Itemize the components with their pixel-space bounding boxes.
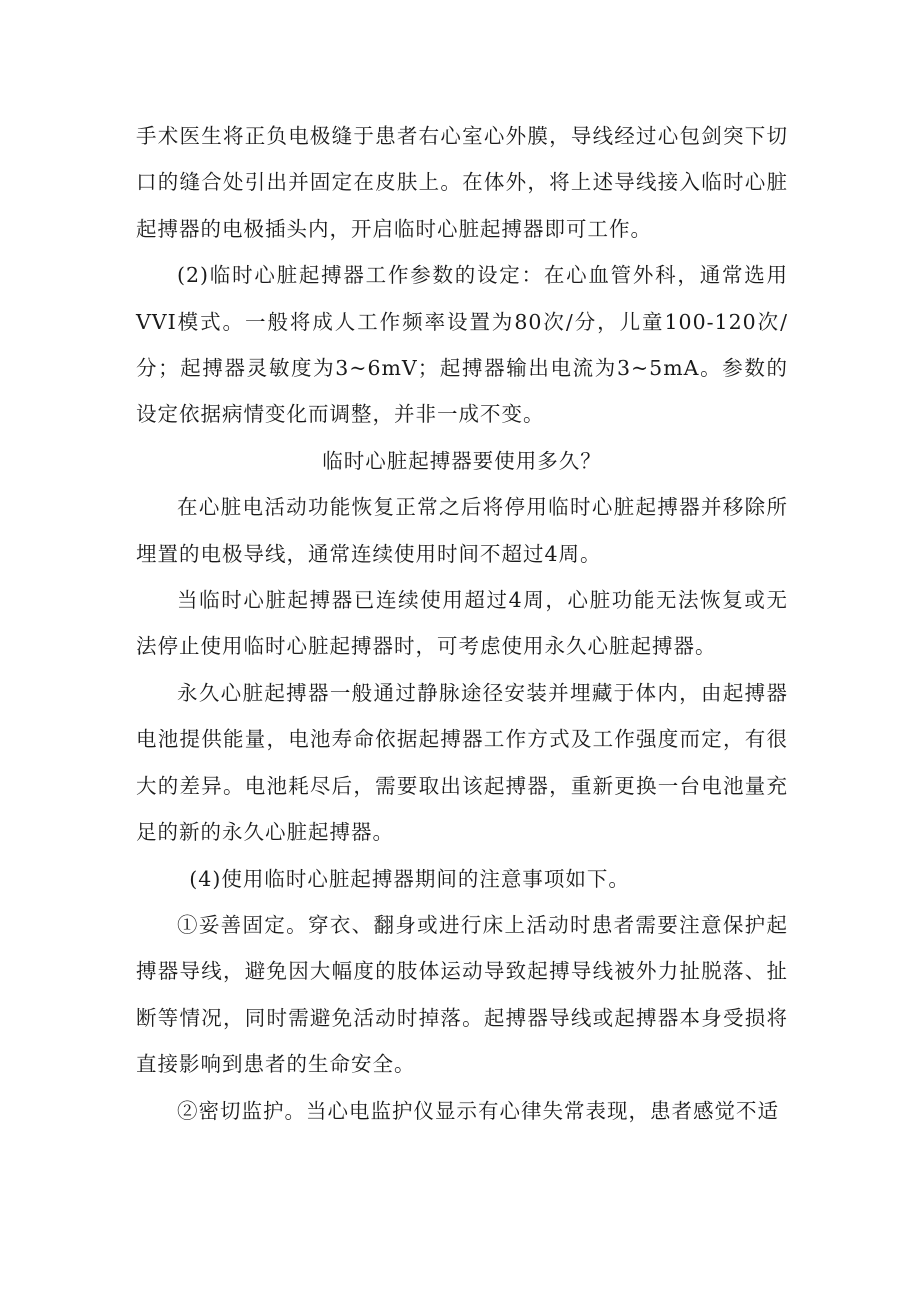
section-heading-duration: 临时心脏起搏器要使用多久？: [322, 448, 602, 473]
paragraph-pacing-parameters: (2)临时心脏起搏器工作参数的设定：在心血管外科，通常选用VVI模式。一般将成人工作频率设置为80次/分，儿童100-120次/分；起搏器灵敏度为3~6mV；起搏器输出电流为3~5mA。参数的设定依据病情变化而调整，并非一成不变。: [136, 263, 788, 427]
paragraph-close-monitoring: ②密切监护。当心电监护仪显示有心律失常表现，患者感觉不适: [177, 1098, 779, 1123]
paragraph-precautions-heading: (4)使用临时心脏起搏器期间的注意事项如下。: [189, 866, 630, 891]
paragraph-permanent-consideration: 当临时心脏起搏器已连续使用超过4周，心脏功能无法恢复或无法停止使用临时心脏起搏器时，可考虑使用永久心脏起搏器。: [136, 588, 788, 659]
paragraph-stop-temporary: 在心脏电活动功能恢复正常之后将停用临时心脏起搏器并移除所埋置的电极导线，通常连续使用时间不超过4周。: [136, 495, 788, 566]
document-body: [136, 113, 788, 1134]
paragraph-permanent-battery: 永久心脏起搏器一般通过静脉途径安装并埋藏于体内，由起搏器电池提供能量，电池寿命依据起搏器工作方式及工作强度而定，有很大的差异。电池耗尽后，需要取出该起搏器，重新更换一台电池量充足的新的永久心脏起搏器。: [136, 680, 788, 845]
paragraph-secure-fixation: ①妥善固定。穿衣、翻身或进行床上活动时患者需要注意保护起搏器导线，避免因大幅度的肢体运动导致起搏导线被外力扯脱落、扯断等情况，同时需避免活动时掉落。起搏器导线或起搏器本身受损将直接影响到患者的生命安全。: [136, 912, 788, 1077]
paragraph-electrode-placement: 手术医生将正负电极缝于患者右心室心外膜，导线经过心包剑突下切口的缝合处引出并固定在皮肤上。在体外，将上述导线接入临时心脏起搏器的电极插头内，开启临时心脏起搏器即可工作。: [136, 124, 788, 241]
